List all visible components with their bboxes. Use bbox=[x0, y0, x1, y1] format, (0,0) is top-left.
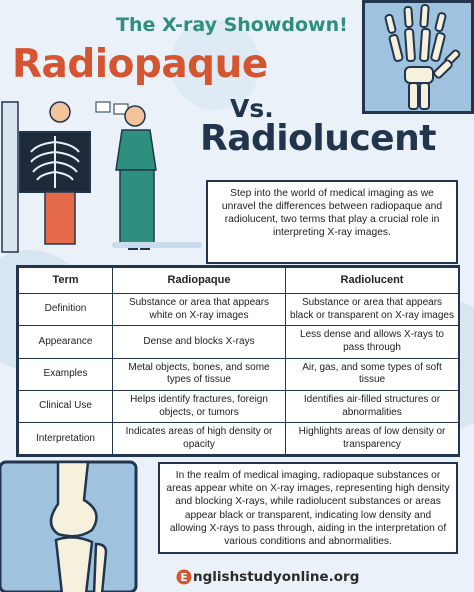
radiolucent-cell: Substance or area that appears black or transparent on X-ray images bbox=[286, 294, 459, 326]
table-row bbox=[19, 358, 459, 390]
title-radiolucent: Radiolucent bbox=[200, 118, 436, 159]
patient-head bbox=[50, 102, 70, 122]
doctor-scrubs bbox=[116, 130, 156, 170]
table-row bbox=[19, 326, 459, 358]
hand-bones-icon bbox=[365, 3, 471, 111]
table-row bbox=[19, 390, 459, 422]
xray-scene-illustration bbox=[0, 92, 210, 264]
radiopaque-cell: Helps identify fractures, foreign objects, or tumors bbox=[113, 390, 286, 422]
brand-logo-icon bbox=[176, 569, 192, 585]
doctor-legs bbox=[120, 170, 154, 244]
title-radiopaque: Radiopaque bbox=[12, 42, 268, 87]
radiopaque-cell: Substance or area that appears white on X-ray images bbox=[113, 294, 286, 326]
radiolucent-cell: Highlights areas of low density or transparency bbox=[286, 423, 459, 455]
patient-legs bbox=[45, 192, 75, 244]
row-label: Clinical Use bbox=[19, 390, 113, 422]
table-header-row bbox=[19, 268, 459, 294]
tagline: The X-ray Showdown! bbox=[116, 14, 348, 36]
row-label: Interpretation bbox=[19, 423, 113, 455]
brand-footer[interactable] bbox=[176, 566, 359, 588]
header-radiolucent: Radiolucent bbox=[286, 268, 459, 294]
row-label: Appearance bbox=[19, 326, 113, 358]
table-row bbox=[19, 294, 459, 326]
floor-shadow bbox=[112, 242, 202, 248]
row-label: Examples bbox=[19, 358, 113, 390]
title-vs: Vs. bbox=[230, 94, 274, 123]
table-row bbox=[19, 423, 459, 455]
svg-text:E: E bbox=[180, 571, 188, 584]
doctor-head bbox=[125, 106, 145, 126]
intro-text: Step into the world of medical imaging as we unravel the differences between radiopaque and radiolucent, two terms that play a crucial role in interpreting X-ray images. bbox=[206, 180, 458, 264]
brand-text: nglishstudyonline.org bbox=[193, 569, 360, 585]
radiolucent-cell: Air, gas, and some types of soft tissue bbox=[286, 358, 459, 390]
radiopaque-cell: Dense and blocks X-rays bbox=[113, 326, 286, 358]
header-term: Term bbox=[19, 268, 113, 294]
xray-stand bbox=[2, 102, 18, 252]
wall-frame bbox=[96, 102, 110, 112]
comparison-table bbox=[16, 265, 460, 457]
radiolucent-cell: Identifies air-filled structures or abnormalities bbox=[286, 390, 459, 422]
radiopaque-cell: Metal objects, bones, and some types of tissue bbox=[113, 358, 286, 390]
knee-xray-illustration bbox=[0, 458, 142, 592]
radiolucent-cell: Less dense and allows X-rays to pass through bbox=[286, 326, 459, 358]
header-radiopaque: Radiopaque bbox=[113, 268, 286, 294]
hand-xray-illustration bbox=[362, 0, 474, 114]
row-label: Definition bbox=[19, 294, 113, 326]
summary-text: In the realm of medical imaging, radiopaque substances or areas appear white on X-ray images, representing high density and blocking X-rays, while radiolucent substances or areas appear black or transparent, indicating low density and allowing X-rays to pass through, aiding in the interpretation of various conditions and abnormalities. bbox=[158, 462, 458, 554]
radiopaque-cell: Indicates areas of high density or opacity bbox=[113, 423, 286, 455]
